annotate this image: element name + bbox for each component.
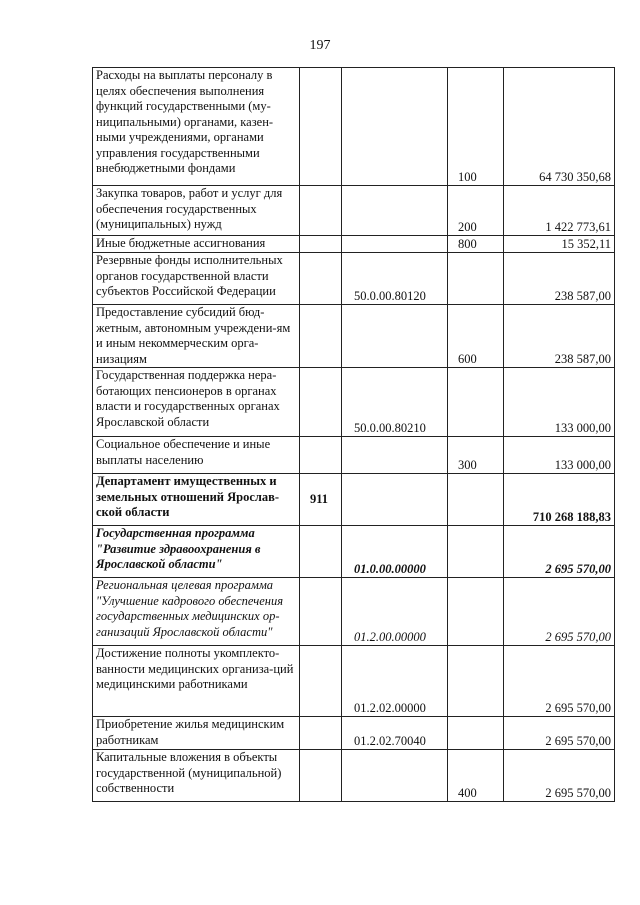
row-name: Иные бюджетные ассигнования <box>93 236 300 253</box>
row-code: 911 <box>300 474 342 526</box>
table-row <box>93 526 615 578</box>
table-row <box>93 474 615 526</box>
table-row <box>93 305 615 368</box>
row-amount: 2 695 570,00 <box>504 750 615 802</box>
table-row <box>93 368 615 437</box>
row-amount: 1 422 773,61 <box>504 186 615 236</box>
row-csr: 50.0.00.80210 <box>342 368 448 437</box>
budget-table <box>92 67 615 802</box>
row-code <box>300 717 342 750</box>
row-csr: 01.0.00.00000 <box>342 526 448 578</box>
row-vr <box>448 578 504 646</box>
row-csr <box>342 437 448 474</box>
row-amount: 133 000,00 <box>504 368 615 437</box>
row-code <box>300 646 342 717</box>
row-amount: 2 695 570,00 <box>504 646 615 717</box>
row-name: Региональная целевая программа "Улучшение кадрового обеспечения государственных медицинских ор-ганизаций Ярославской области" <box>93 578 300 646</box>
row-code <box>300 186 342 236</box>
page-number: 197 <box>309 38 331 53</box>
row-code <box>300 68 342 186</box>
row-csr <box>342 474 448 526</box>
table-row <box>93 68 615 186</box>
row-name: Резервные фонды исполнительных органов государственной власти субъектов Российской Федерации <box>93 253 300 305</box>
row-amount: 710 268 188,83 <box>504 474 615 526</box>
row-vr <box>448 474 504 526</box>
row-code <box>300 236 342 253</box>
row-name: Достижение полноты укомплекто-ванности медицинских организа-ций медицинскими работниками <box>93 646 300 717</box>
row-name: Расходы на выплаты персоналу в целях обеспечения выполнения функций государственными (му-ниципальными) органами, казен-ными учреждениями, органами управления государственными внебюджетными фондами <box>93 68 300 186</box>
row-csr <box>342 305 448 368</box>
row-amount: 2 695 570,00 <box>504 526 615 578</box>
table-row <box>93 437 615 474</box>
row-name: Социальное обеспечение и иные выплаты населению <box>93 437 300 474</box>
row-name: Государственная поддержка нера-ботающих пенсионеров в органах власти и государственных органах Ярославской области <box>93 368 300 437</box>
row-name: Приобретение жилья медицинским работникам <box>93 717 300 750</box>
row-vr <box>448 368 504 437</box>
row-csr: 01.2.02.00000 <box>342 646 448 717</box>
row-vr: 400 <box>448 750 504 802</box>
row-csr <box>342 750 448 802</box>
row-name: Предоставление субсидий бюд-жетным, автономным учреждени-ям и иным некоммерческим орга-низациям <box>93 305 300 368</box>
table-row <box>93 186 615 236</box>
row-vr <box>448 717 504 750</box>
row-amount: 15 352,11 <box>504 236 615 253</box>
row-csr <box>342 186 448 236</box>
row-vr <box>448 646 504 717</box>
table-row <box>93 578 615 646</box>
row-code <box>300 305 342 368</box>
row-name: Закупка товаров, работ и услуг для обеспечения государственных (муниципальных) нужд <box>93 186 300 236</box>
row-vr <box>448 526 504 578</box>
table-row <box>93 236 615 253</box>
row-vr: 200 <box>448 186 504 236</box>
row-vr: 100 <box>448 68 504 186</box>
row-name: Департамент имущественных и земельных отношений Ярослав-ской области <box>93 474 300 526</box>
row-csr: 50.0.00.80120 <box>342 253 448 305</box>
row-code <box>300 750 342 802</box>
row-amount: 238 587,00 <box>504 253 615 305</box>
row-csr: 01.2.00.00000 <box>342 578 448 646</box>
row-csr <box>342 236 448 253</box>
row-vr: 800 <box>448 236 504 253</box>
table-row <box>93 646 615 717</box>
row-vr: 600 <box>448 305 504 368</box>
table-row <box>93 253 615 305</box>
row-amount: 2 695 570,00 <box>504 717 615 750</box>
row-code <box>300 368 342 437</box>
row-code <box>300 437 342 474</box>
row-vr <box>448 253 504 305</box>
row-amount: 133 000,00 <box>504 437 615 474</box>
row-vr: 300 <box>448 437 504 474</box>
row-code <box>300 578 342 646</box>
row-csr: 01.2.02.70040 <box>342 717 448 750</box>
row-code <box>300 526 342 578</box>
row-amount: 2 695 570,00 <box>504 578 615 646</box>
table-row <box>93 717 615 750</box>
row-amount: 64 730 350,68 <box>504 68 615 186</box>
row-name: Государственная программа "Развитие здравоохранения в Ярославской области" <box>93 526 300 578</box>
row-amount: 238 587,00 <box>504 305 615 368</box>
row-name: Капитальные вложения в объекты государственной (муниципальной) собственности <box>93 750 300 802</box>
row-csr <box>342 68 448 186</box>
table-row <box>93 750 615 802</box>
row-code <box>300 253 342 305</box>
